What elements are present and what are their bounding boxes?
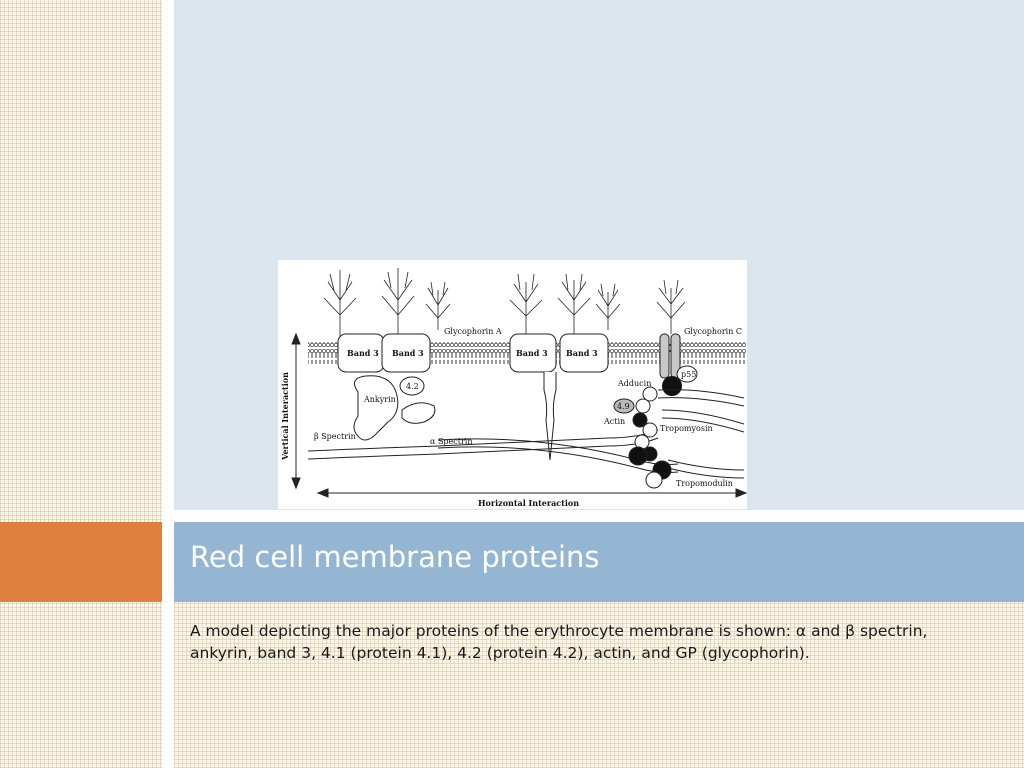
beta-spectrin-label: β Spectrin [314, 432, 356, 441]
panel-divider [174, 510, 1024, 522]
alpha-spectrin-label: α Spectrin [430, 437, 473, 446]
band3-label-1: Band 3 [347, 348, 379, 358]
actin-label: Actin [604, 417, 626, 426]
horizontal-interaction-arrow [318, 489, 746, 497]
left-decorative-strip [0, 0, 162, 768]
protein-42-label: 4.2 [406, 382, 419, 391]
band3-label-4: Band 3 [566, 348, 598, 358]
glycophorin-a-label: Glycophorin A [444, 327, 502, 336]
accent-block [0, 522, 162, 602]
tropomodulin-label: Tropomodulin [676, 479, 733, 488]
protein-41-black [662, 376, 682, 396]
title-bar [174, 522, 1024, 602]
slide-title: Red cell membrane proteins [190, 540, 600, 574]
left-divider [162, 0, 174, 768]
membrane-protein-diagram [278, 260, 747, 509]
ankyrin-complex [354, 376, 435, 440]
body-area [174, 602, 1024, 768]
slide-body-text: A model depicting the major proteins of the erythrocyte membrane is shown: α and β spectrin, ankyrin, band 3, 4.1 (protein 4.1), 4.2 (protein 4.2), actin, and GP (glycophorin). [190, 622, 928, 662]
vertical-interaction-arrow [292, 334, 300, 488]
glycan-trees [324, 268, 685, 338]
band3-label-2: Band 3 [392, 348, 424, 358]
horizontal-interaction-label: Horizontal Interaction [478, 498, 580, 508]
glycophorin-c-label: Glycophorin C [684, 327, 743, 336]
ankyrin-label: Ankyrin [364, 395, 396, 404]
adducin-label: Adducin [618, 379, 652, 388]
p55-label: p55 [681, 370, 697, 379]
band3-label-3: Band 3 [516, 348, 548, 358]
protein-49-label: 4.9 [617, 402, 630, 411]
tropomyosin-label: Tropomyosin [660, 424, 713, 433]
vertical-interaction-label: Vertical Interaction [280, 372, 290, 460]
